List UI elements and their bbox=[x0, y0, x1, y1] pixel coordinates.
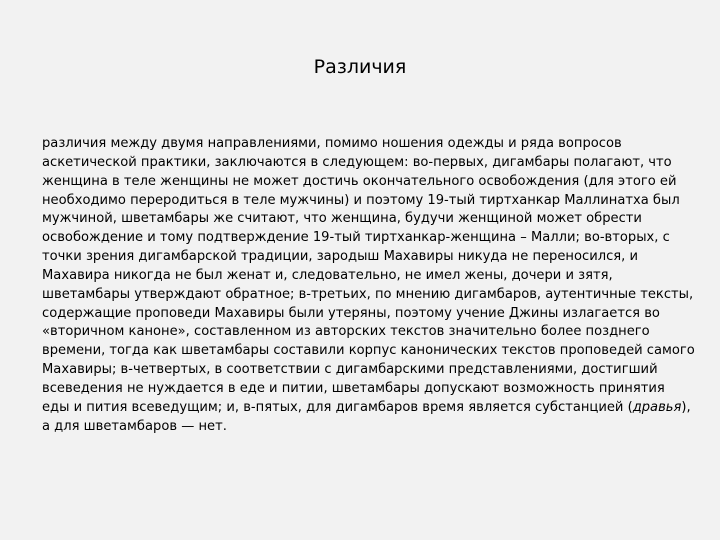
body-line: времени, тогда как шветамбары составили корпус канонических текстов проповедей самого bbox=[42, 343, 695, 359]
body-line: освобождение и тому подтверждение 19-тый тиртханкар-женщина – Малли; во-вторых, с bbox=[42, 230, 670, 246]
body-line: Махавиры; в-четвертых, в соответствии с дигамбарскими представлениями, достигший bbox=[42, 362, 658, 378]
body-line: точки зрения дигамбарской традиции, зародыш Махавиры никуда не переносился, и bbox=[42, 249, 638, 265]
body-line: аскетической практики, заключаются в следующем: во-первых, дигамбары полагают, что bbox=[42, 154, 672, 170]
body-line-text: ), bbox=[681, 399, 691, 415]
body-line: женщина в теле женщины не может достичь окончательного освобождения (для этого ей bbox=[42, 173, 677, 189]
body-line-text: еды и пития всеведущим; и, в-пятых, для дигамбаров время является субстанцией ( bbox=[42, 399, 633, 415]
slide-title: Различия bbox=[313, 56, 407, 78]
body-line: а для шветамбаров — нет. bbox=[42, 418, 227, 434]
body-line: «вторичном каноне», составленном из авторских текстов значительно более позднего bbox=[42, 324, 650, 340]
italic-term: дравья bbox=[632, 399, 682, 415]
body-line: всеведения не нуждается в еде и питии, шветамбары допускают возможность принятия bbox=[42, 380, 665, 396]
body-line bbox=[42, 399, 692, 418]
body-line: необходимо переродиться в теле мужчины) и поэтому 19-тый тиртханкар Маллинатха был bbox=[42, 192, 680, 208]
body-line: содержащие проповеди Махавиры были утеряны, поэтому учение Джины излагается во bbox=[42, 305, 660, 321]
body-line: шветамбары утверждают обратное; в-третьих, по мнению дигамбаров, аутентичные тексты, bbox=[42, 286, 694, 302]
body-line: различия между двумя направлениями, помимо ношения одежды и ряда вопросов bbox=[42, 136, 622, 151]
body-line: мужчиной, шветамбары же считают, что женщина, будучи женщиной может обрести bbox=[42, 211, 642, 227]
slide-body-text bbox=[42, 135, 695, 437]
body-line: Махавира никогда не был женат и, следовательно, не имел жены, дочери и зятя, bbox=[42, 267, 613, 283]
